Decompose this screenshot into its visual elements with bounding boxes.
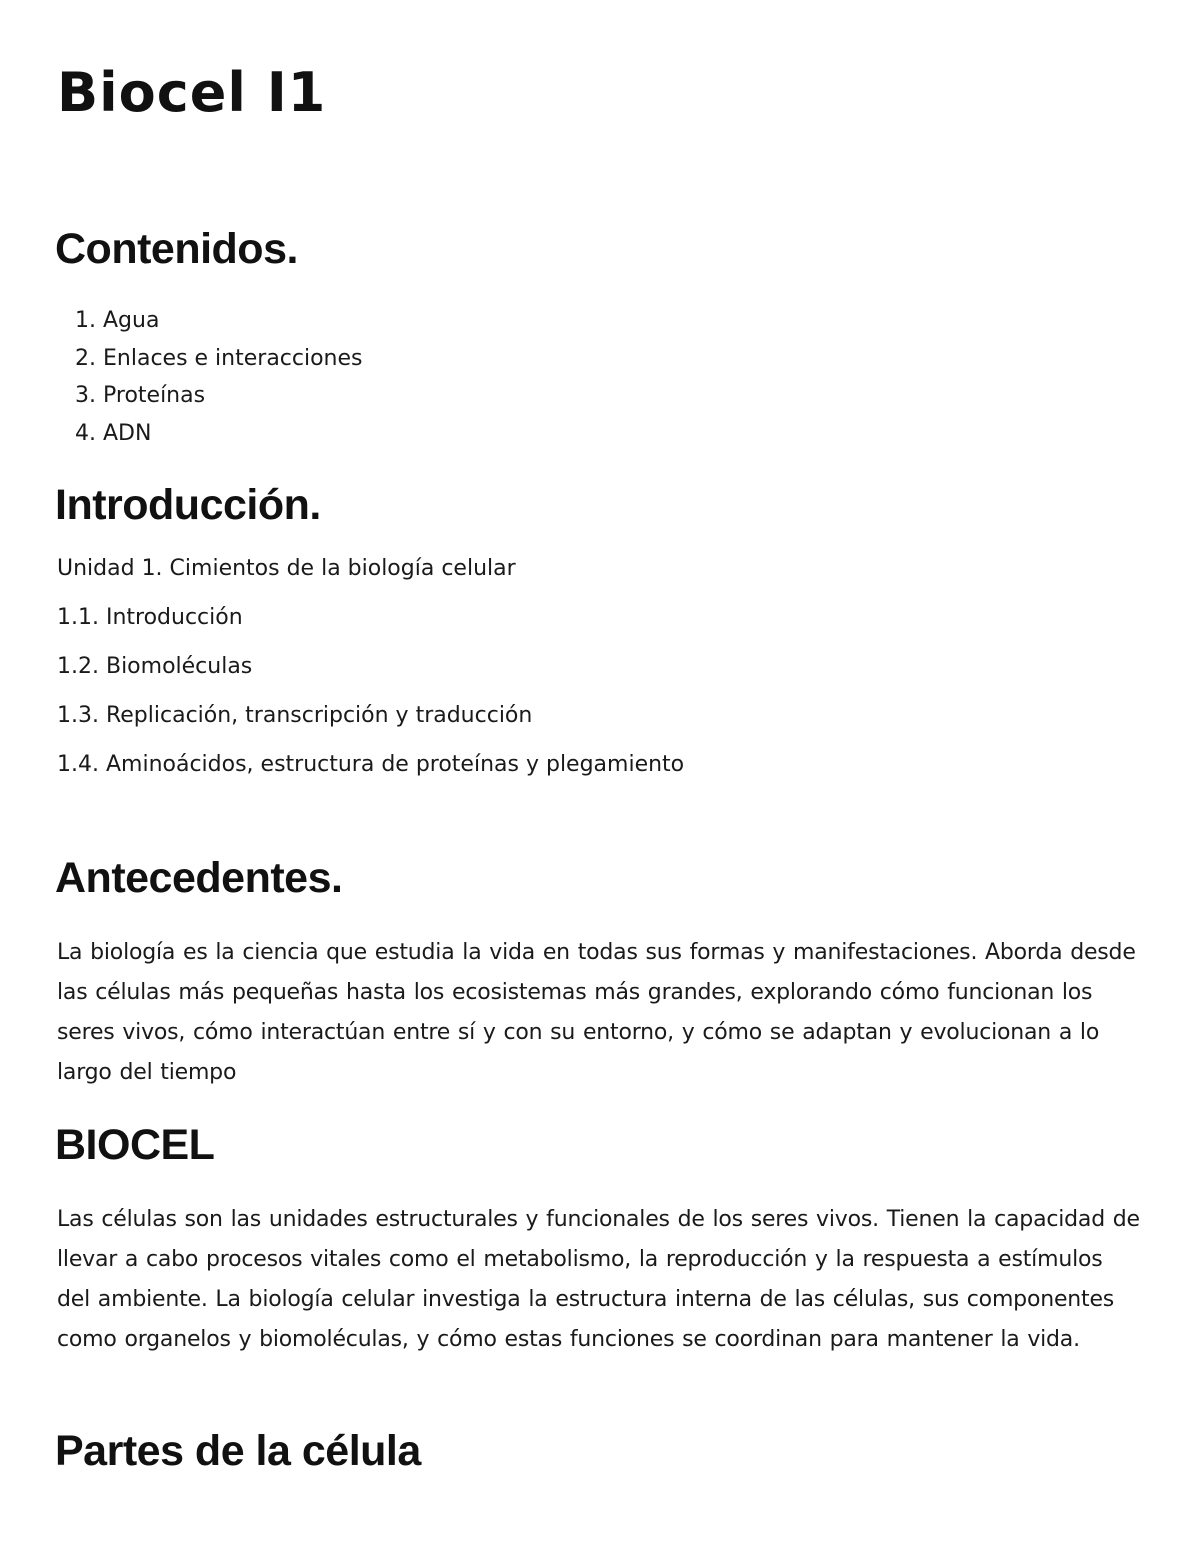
contents-item: [57, 306, 363, 344]
contents-item-number: 4.: [75, 420, 96, 446]
introduction-line: 1.3. Replicación, transcripción y traducción: [57, 703, 533, 728]
contents-item-number: 2.: [75, 345, 96, 371]
contents-list: [57, 306, 363, 456]
introduction-line: 1.2. Biomoléculas: [57, 654, 253, 679]
contents-item-label: Enlaces e interacciones: [103, 345, 363, 371]
introduction-line: 1.1. Introducción: [57, 605, 243, 630]
contents-item-label: ADN: [103, 420, 152, 446]
contents-item: [57, 344, 363, 382]
contents-heading: Contenidos.: [55, 225, 298, 273]
contents-item-number: 3.: [75, 383, 96, 408]
background-paragraph: La biología es la ciencia que estudia la vida en todas sus formas y manifestaciones. Aborda desde las células más pequeñas hasta los ecosistemas más grandes, explorando cómo funcionan los seres vivos, cómo interactúan entre sí y con su entorno, y cómo se adaptan y evolucionan a lo largo del tiempo: [57, 940, 1136, 1085]
introduction-line: 1.4. Aminoácidos, estructura de proteínas y plegamiento: [57, 752, 685, 777]
contents-item: [57, 381, 363, 419]
background-heading: Antecedentes.: [55, 854, 343, 902]
cell-parts-heading: Partes de la célula: [55, 1427, 421, 1475]
contents-item-label: Proteínas: [103, 383, 206, 408]
document-title: Biocel I1: [57, 61, 327, 124]
contents-item-number: 1.: [75, 308, 96, 333]
biocel-paragraph: Las células son las unidades estructurales y funcionales de los seres vivos. Tienen la capacidad de llevar a cabo procesos vitales como el metabolismo, la reproducción y la respuesta a estímulos del ambiente. La biología celular investiga la estructura interna de las células, sus componentes como organelos y biomoléculas, y cómo estas funciones se coordinan para mantener la vida.: [57, 1207, 1140, 1352]
contents-item-label: Agua: [103, 308, 160, 333]
introduction-line: Unidad 1. Cimientos de la biología celular: [57, 556, 516, 581]
contents-item: [57, 419, 363, 457]
introduction-lines: [57, 552, 684, 797]
biocel-heading: BIOCEL: [55, 1121, 215, 1169]
introduction-heading: Introducción.: [55, 481, 321, 529]
